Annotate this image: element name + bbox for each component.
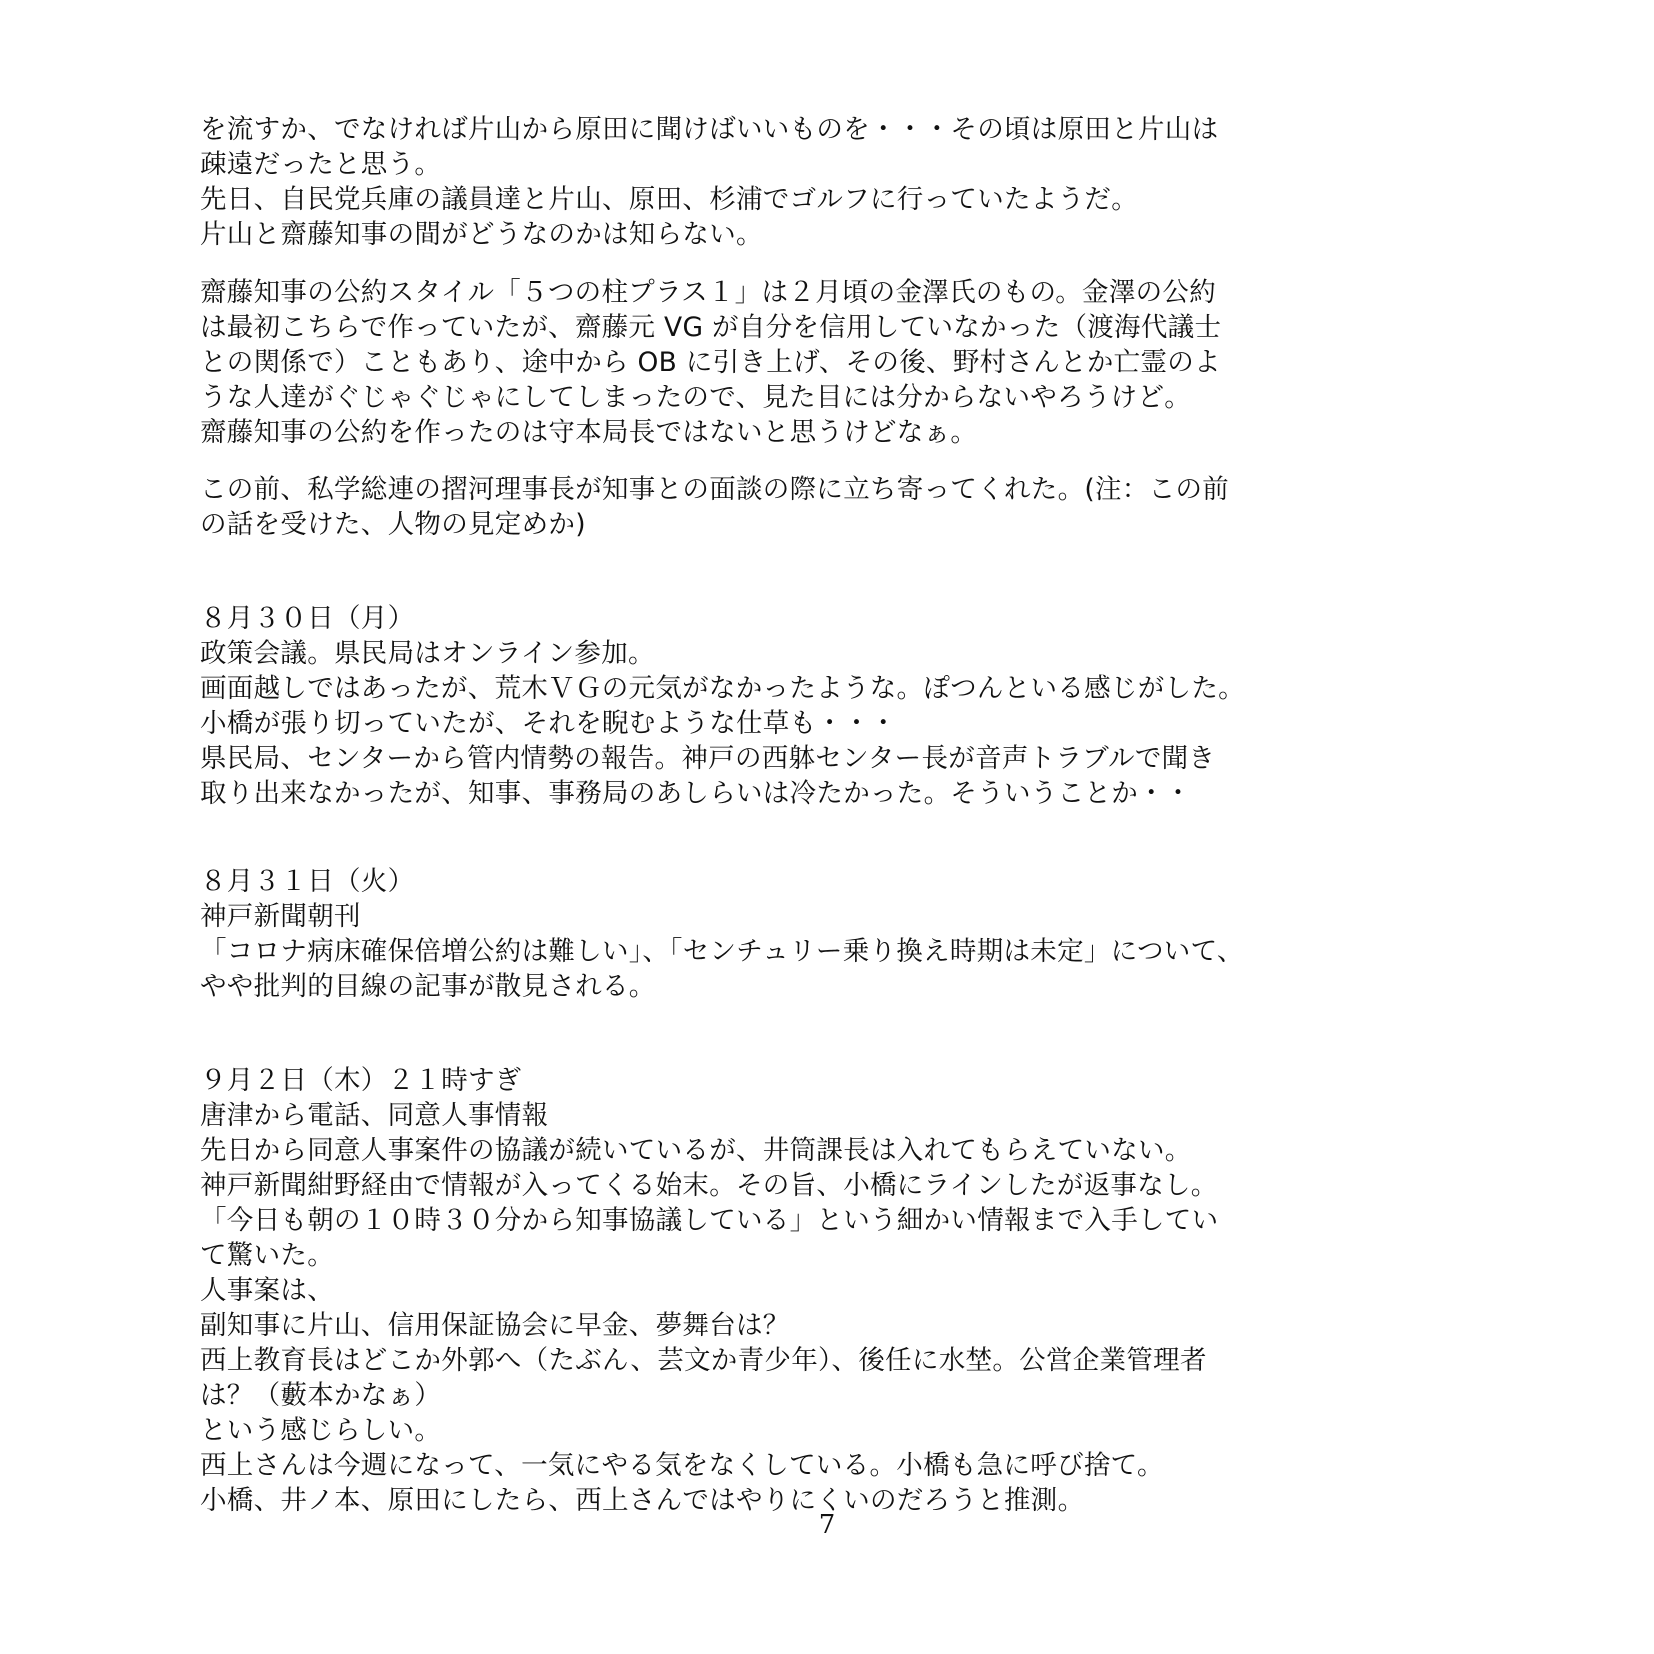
entry-date: ８月３０日（月） xyxy=(200,603,415,634)
text-line: 片山と齋藤知事の間がどうなのかは知らない。 xyxy=(200,219,763,250)
text-line: 副知事に片山、信用保証協会に早金、夢舞台は？ xyxy=(200,1310,790,1341)
text-line: 画面越しではあったが、荒木ＶＧの元気がなかったような。ぽつんといる感じがした。 xyxy=(200,673,1245,704)
text-line: 齋藤知事の公約を作ったのは守本局長ではないと思うけどなぁ。 xyxy=(200,417,978,448)
page-number: 7 xyxy=(818,1510,836,1540)
text-line: 西上教育長はどこか外郭へ（たぶん、芸文か青少年）、後任に水埜。公営企業管理者 xyxy=(200,1345,1207,1376)
text-line: を流すか、でなければ片山から原田に聞けばいいものを・・・その頃は原田と片山は xyxy=(200,114,1219,145)
text-line: の話を受けた、人物の見定めか) xyxy=(200,509,586,540)
entry-aug31 xyxy=(200,864,1470,1004)
text-line: この前、私学総連の摺河理事長が知事との面談の際に立ち寄ってくれた。(注：この前 xyxy=(200,474,1230,505)
text-line: 西上さんは今週になって、一気にやる気をなくしている。小橋も急に呼び捨て。 xyxy=(200,1450,1164,1481)
entry-date: ９月２日（木）２１時すぎ xyxy=(200,1065,522,1096)
text-line: 齋藤知事の公約スタイル「５つの柱プラス１」は２月頃の金澤氏のもの。金澤の公約 xyxy=(200,277,1217,308)
text-line: 「今日も朝の１０時３０分から知事協議している」という細かい情報まで入手してい xyxy=(200,1205,1219,1236)
paragraph-pledge xyxy=(200,275,1470,450)
text-line: 取り出来なかったが、知事、事務局のあしらいは冷たかった。そういうことか・・ xyxy=(200,778,1192,809)
text-line: やや批判的目線の記事が散見される。 xyxy=(200,971,656,1002)
text-line: 県民局、センターから管内情勢の報告。神戸の西躰センター長が音声トラブルで聞き xyxy=(200,743,1216,774)
entry-sep2 xyxy=(200,1063,1470,1518)
paragraph-private-school xyxy=(200,472,1470,542)
paragraph-intro xyxy=(200,112,1470,252)
entry-date: ８月３１日（火） xyxy=(200,866,415,897)
text-line: 疎遠だったと思う。 xyxy=(200,149,442,180)
text-line: 先日、自民党兵庫の議員達と片山、原田、杉浦でゴルフに行っていたようだ。 xyxy=(200,184,1138,215)
text-line: 神戸新聞紺野経由で情報が入ってくる始末。その旨、小橋にラインしたが返事なし。 xyxy=(200,1170,1218,1201)
text-line: は？（藪本かなぁ） xyxy=(200,1380,442,1411)
text-line: て驚いた。 xyxy=(200,1240,334,1271)
text-line: 先日から同意人事案件の協議が続いているが、井筒課長は入れてもらえていない。 xyxy=(200,1135,1192,1166)
text-line: 政策会議。県民局はオンライン参加。 xyxy=(200,638,655,669)
text-line: 神戸新聞朝刊 xyxy=(200,901,361,932)
text-line: は最初こちらで作っていたが、齋藤元 VG が自分を信用していなかった（渡海代議士 xyxy=(200,312,1222,343)
text-line: 唐津から電話、同意人事情報 xyxy=(200,1100,549,1131)
text-line: 小橋が張り切っていたが、それを睨むような仕草も・・・ xyxy=(200,708,897,739)
text-line: 「コロナ病床確保倍増公約は難しい」、「センチュリー乗り換え時期は未定」について、 xyxy=(200,936,1244,967)
text-line: との関係で）こともあり、途中から OB に引き上げ、その後、野村さんとか亡霊のよ xyxy=(200,347,1221,378)
text-line: 小橋、井ノ本、原田にしたら、西上さんではやりにくいのだろうと推測。 xyxy=(200,1485,1085,1516)
entry-aug30 xyxy=(200,601,1470,811)
text-line: うな人達がぐじゃぐじゃにしてしまったので、見た目には分からないやろうけど。 xyxy=(200,382,1192,413)
text-line: という感じらしい。 xyxy=(200,1415,442,1446)
text-line: 人事案は、 xyxy=(200,1275,334,1306)
